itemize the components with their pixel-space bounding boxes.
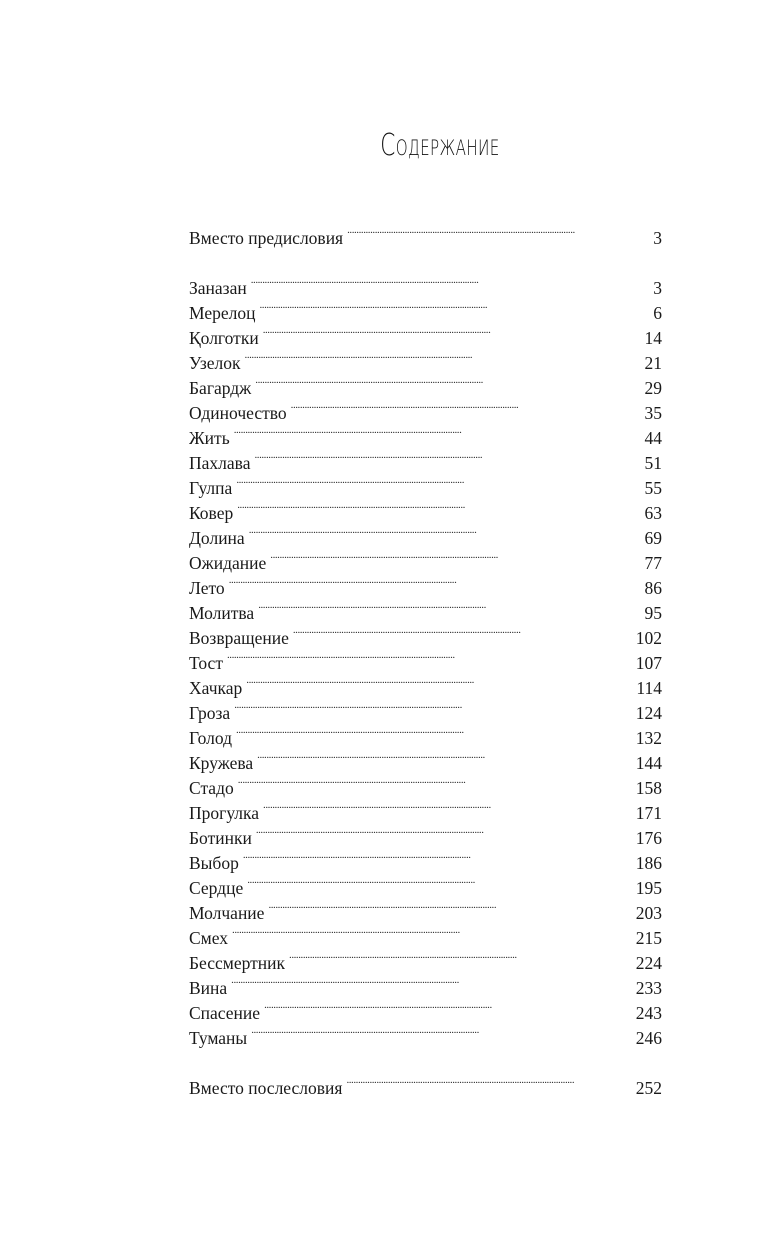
toc-entry-page-number: 203 [635,903,662,923]
toc-entry-page-number: 6 [653,303,662,323]
toc-entry[interactable] [189,651,662,676]
toc-entry-title: Ботинки [189,828,252,848]
toc-leader-dots [246,677,618,695]
toc-entry-title: Лето [189,578,225,598]
toc-leader-dots [249,527,618,545]
toc-entry-page-number: 114 [636,678,662,698]
toc-leader-dots [227,652,618,670]
toc-leader-dots [270,552,618,570]
toc-entry-title: Сердце [189,878,244,898]
toc-entry[interactable] [189,926,662,951]
toc-entry-page-number: 171 [635,803,662,823]
toc-entry[interactable] [189,751,662,776]
toc-entry-page-number: 158 [635,778,662,798]
toc-entry[interactable] [189,501,662,526]
toc-entry-page-number: 246 [635,1028,662,1048]
toc-entry[interactable] [189,876,662,901]
toc-entry-title: Вина [189,978,228,998]
toc-entry-title: Возвращение [189,628,289,648]
toc-entry-page-number: 51 [644,453,662,473]
toc-entry[interactable] [189,901,662,926]
toc-entry[interactable] [189,701,662,726]
toc-leader-dots [263,327,618,345]
toc-entry-page-number: 186 [635,853,662,873]
toc-entry-title: Ковер [189,503,234,523]
toc-entry[interactable] [189,551,662,576]
toc-entry[interactable] [189,776,662,801]
toc-entry[interactable] [189,576,662,601]
toc-entry-page-number: 144 [635,753,662,773]
toc-leader-dots [289,952,618,970]
toc-entry[interactable] [189,401,662,426]
toc-entry-title: Узелок [189,353,241,373]
toc-entry[interactable] [189,376,662,401]
toc-entry-page-number: 252 [635,1078,662,1098]
toc-entry-title: Вместо предисловия [189,228,344,248]
toc-entry-title: Тост [189,653,223,673]
toc-entry-title: Гулпа [189,478,233,498]
toc-leader-dots [254,452,618,470]
toc-entry-page-number: 102 [635,628,662,648]
toc-leader-dots [229,577,618,595]
toc-leader-dots [251,277,618,295]
toc-entry[interactable] [189,476,662,501]
toc-entry-page-number: 95 [644,603,662,623]
toc-entry[interactable] [189,326,662,351]
toc-entry-page-number: 63 [644,503,662,523]
toc-entry-page-number: 233 [635,978,662,998]
toc-leader-dots [234,427,618,445]
toc-entry-title: Хачкар [189,678,243,698]
toc-entry[interactable] [189,426,662,451]
toc-leader-dots [293,627,618,645]
toc-leader-dots [231,977,618,995]
toc-entry[interactable] [189,726,662,751]
toc-entry-page-number: 14 [644,328,662,348]
toc-entry-page-number: 132 [635,728,662,748]
toc-entry-page-number: 224 [635,953,662,973]
toc-entry[interactable] [189,826,662,851]
toc-leader-dots [255,377,618,395]
toc-entry-page-number: 176 [635,828,662,848]
toc-entry[interactable] [189,676,662,701]
toc-leader-dots [346,1077,618,1095]
toc-entry[interactable] [189,526,662,551]
toc-entry-page-number: 3 [653,228,662,248]
toc-leader-dots [238,777,618,795]
toc-entry-page-number: 195 [635,878,662,898]
toc-entry[interactable] [189,1076,662,1101]
toc-leader-dots [251,1027,618,1045]
toc-entry-title: Заназан [189,278,247,298]
toc-entry[interactable] [189,951,662,976]
toc-front-matter [189,226,662,251]
toc-entry-page-number: 69 [644,528,662,548]
toc-entry[interactable] [189,351,662,376]
toc-leader-dots [243,852,618,870]
toc-entry[interactable] [189,301,662,326]
toc-entry-title: Пахлава [189,453,251,473]
toc-entry-title: Голод [189,728,232,748]
toc-entry[interactable] [189,601,662,626]
toc-entry-title: Одиночество [189,403,287,423]
toc-entry-title: Туманы [189,1028,248,1048]
toc-leader-dots [257,752,618,770]
toc-entry[interactable] [189,1026,662,1051]
toc-leader-dots [268,902,618,920]
toc-entry-title: Жить [189,428,230,448]
toc-entry-page-number: 44 [644,428,662,448]
toc-entry-page-number: 107 [635,653,662,673]
toc-leader-dots [263,802,618,820]
toc-leader-dots [245,352,618,370]
toc-entry-page-number: 35 [644,403,662,423]
toc-entry-page-number: 29 [644,378,662,398]
toc-leader-dots [237,502,618,520]
toc-entry-title: Смех [189,928,229,948]
toc-entry-page-number: 243 [635,1003,662,1023]
toc-leader-dots [236,477,618,495]
table-of-contents [189,226,662,1101]
toc-entry[interactable] [189,451,662,476]
toc-entry-title: Спасение [189,1003,261,1023]
toc-entry-title: Гроза [189,703,231,723]
toc-entry-title: Молчание [189,903,265,923]
toc-entry[interactable] [189,1001,662,1026]
toc-entry-title: Вместо послесловия [189,1078,343,1098]
toc-entry-page-number: 3 [653,278,662,298]
toc-entry-title: Бессмертник [189,953,286,973]
toc-entry-title: Мерелоц [189,303,256,323]
toc-leader-dots [232,927,618,945]
toc-entry-page-number: 86 [644,578,662,598]
toc-entry[interactable] [189,801,662,826]
toc-entry-page-number: 124 [635,703,662,723]
toc-leader-dots [347,227,618,245]
toc-entry-page-number: 215 [635,928,662,948]
toc-entry-title: Ожидание [189,553,267,573]
toc-back-matter [189,1076,662,1101]
toc-entry-title: Долина [189,528,245,548]
toc-entry-page-number: 77 [644,553,662,573]
toc-leader-dots [234,702,618,720]
toc-leader-dots [236,727,618,745]
toc-entry[interactable] [189,976,662,1001]
toc-entry-title: Стадо [189,778,234,798]
toc-leader-dots [259,302,618,320]
toc-entry[interactable] [189,226,662,251]
toc-leader-dots [291,402,618,420]
toc-leader-dots [258,602,618,620]
toc-entry[interactable] [189,851,662,876]
toc-entry[interactable] [189,276,662,301]
toc-leader-dots [247,877,618,895]
page-title: Содержание [380,128,500,163]
toc-entry-page-number: 21 [644,353,662,373]
toc-entry-title: Прогулка [189,803,260,823]
toc-entry-page-number: 55 [644,478,662,498]
toc-entry-title: Багардж [189,378,252,398]
toc-entry[interactable] [189,626,662,651]
toc-entry-title: Молитва [189,603,255,623]
toc-entry-title: Қолготки [189,328,259,348]
toc-leader-dots [256,827,618,845]
toc-chapters [189,276,662,1051]
toc-entry-title: Выбор [189,853,239,873]
toc-leader-dots [264,1002,618,1020]
toc-entry-title: Кружева [189,753,254,773]
